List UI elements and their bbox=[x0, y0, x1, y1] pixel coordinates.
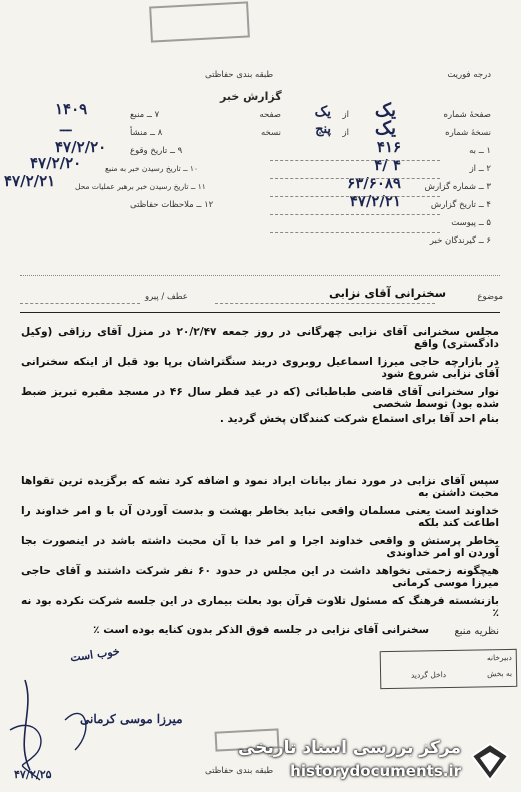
copy-of-label: از bbox=[342, 128, 349, 138]
page-number-field: صفحهٔ شماره bbox=[443, 110, 491, 120]
body-line-3: نوار سخنرانی آقای قاضی طباطبائی (که در عید فطر سال ۴۶ در مسجد مقبره تبریز ضبط شده بود) توسط شخصی bbox=[21, 386, 499, 410]
page-number-value: یک bbox=[374, 100, 396, 121]
report-title: گزارش خبر bbox=[220, 90, 282, 103]
body-line-1: مجلس سخنرانی آقای نزابی چهرگانی در روز جمعه ۲۰/۲/۴۷ در منزل آقای رزاقی (وکیل دادگستری) واقع bbox=[21, 326, 499, 350]
watermark-logo-icon bbox=[470, 742, 510, 782]
field-from: ۲ ــ از bbox=[469, 164, 491, 174]
field-to-value: ۴۱۶ bbox=[376, 138, 401, 156]
subject-value: سخنرانی آقای نزابی bbox=[328, 286, 446, 300]
field-report-number: ۳ ــ شماره گزارش bbox=[424, 182, 491, 192]
field-security-notes: ۱۲ ــ ملاحظات حفاظتی bbox=[130, 200, 214, 210]
secretariat-stamp bbox=[380, 649, 518, 689]
classification-top: طبقه بندی حفاظتی bbox=[205, 70, 274, 80]
field-from-value: ۴/ ۴ bbox=[374, 156, 401, 174]
stamp-line-3: داخل گردید bbox=[410, 670, 447, 680]
field-report-date-value: ۴۷/۲/۲۱ bbox=[349, 192, 401, 210]
page-of-label: از bbox=[342, 110, 349, 120]
watermark-url: historydocuments.ir bbox=[290, 762, 461, 780]
body-line-2: در بازارچه حاجی میرزا اسماعیل روبروی دربند سنگتراشان برپا بود قبل از اینکه سخنرانی آقای نزابی شروع شود bbox=[21, 356, 499, 380]
field-recipients: ۶ ــ گیرندگان خبر bbox=[429, 236, 491, 246]
field-report-date: ۴ ــ تاریخ گزارش bbox=[430, 200, 491, 210]
signature-name: میرزا موسی کرمانی bbox=[80, 712, 183, 726]
watermark-title: مرکز بررسی اسناد تاریخی bbox=[238, 738, 461, 758]
page-end-label: صفحه bbox=[259, 110, 281, 120]
field-occurrence-date: ۹ ــ تاریخ وقوع bbox=[130, 146, 183, 156]
copy-of-value: پنج bbox=[315, 122, 331, 137]
stamp-line-1: دبیرخانه bbox=[486, 652, 512, 663]
signature-date: ۴۷/۲/۲۵ bbox=[14, 768, 52, 781]
source-comment-value: سخنرانی آقای نزابی در جلسه فوق الذکر بدون کنایه بوده است ٪ bbox=[93, 624, 429, 636]
top-stamp bbox=[149, 1, 250, 42]
field-origin: ۸ ــ منشأ bbox=[130, 128, 163, 138]
source-comment-label: نظریه منبع bbox=[454, 626, 499, 637]
body-line-9: بازنشسته فرهنگ که مسئول تلاوت قرآن بود بعلت بیماری در این جلسه شرکت نکرده بود نه ٪ bbox=[21, 595, 499, 619]
field-report-number-value: ۶۳/۶۰۸۹ bbox=[347, 174, 401, 192]
signature-note: خوب است bbox=[69, 644, 121, 665]
field-to: ۱ ــ به bbox=[469, 146, 491, 156]
page-of-value: یک bbox=[314, 104, 331, 120]
field-occurrence-date-value: ۴۷/۲/۲۰ bbox=[55, 138, 107, 156]
degree-label: درجه فوریت bbox=[447, 70, 491, 80]
field-receipt-operations: ۱۱ ــ تاریخ رسیدن خبر برهبر عملیات محل bbox=[75, 182, 206, 191]
field-receipt-operations-value: ۴۷/۲/۲۱ bbox=[4, 172, 56, 190]
body-line-5: سپس آقای نزابی در مورد نماز بیانات ایراد نمود و اضافه کرد نشه که برگزیده ترین تقواها محبت داشتن به bbox=[21, 475, 499, 499]
field-receipt-source-value: ۴۷/۲/۲۰ bbox=[30, 154, 82, 172]
copy-number-value: یک bbox=[374, 118, 396, 139]
body-line-7: بخاطر پرستش و واقعی خداوند اجرا و امر خدا با آن محبت داشته باشد در اینصورت بجا آوردن او امر خداوندی bbox=[21, 535, 499, 559]
classification-bottom: طبقه بندی حفاظتی bbox=[205, 766, 274, 776]
field-source-value: ۱۴۰۹ bbox=[55, 100, 88, 118]
body-line-6: خداوند است یعنی مسلمان واقعی نباید بخاطر بهشت و بدست آوردن آن با و امر خداوند را اطاعت کند بلکه bbox=[21, 505, 499, 529]
body-line-4: بنام احد آقا برای استماع شرکت کنندگان پخش گردید . bbox=[219, 413, 499, 425]
copy-number-field: نسخهٔ شماره bbox=[445, 128, 491, 138]
field-receipt-source: ۱۰ ــ تاریخ رسیدن خبر به منبع bbox=[105, 164, 198, 173]
stamp-line-2: به بخش bbox=[487, 668, 513, 679]
body-line-8: هیچگونه زحمتی نخواهد داشت در این مجلس در حدود ۶۰ نفر شرکت داشتند و آقای حاجی میرزا موسی کرمانی bbox=[21, 565, 500, 589]
reference-label: عطف / پیرو bbox=[145, 292, 188, 302]
subject-label: موضوع bbox=[477, 292, 503, 302]
field-origin-value: ـــ bbox=[60, 120, 72, 135]
copy-end-label: نسخه bbox=[261, 128, 281, 138]
field-attachment: ۵ ــ پیوست bbox=[451, 218, 491, 228]
field-source: ۷ ــ منبع bbox=[130, 110, 160, 120]
